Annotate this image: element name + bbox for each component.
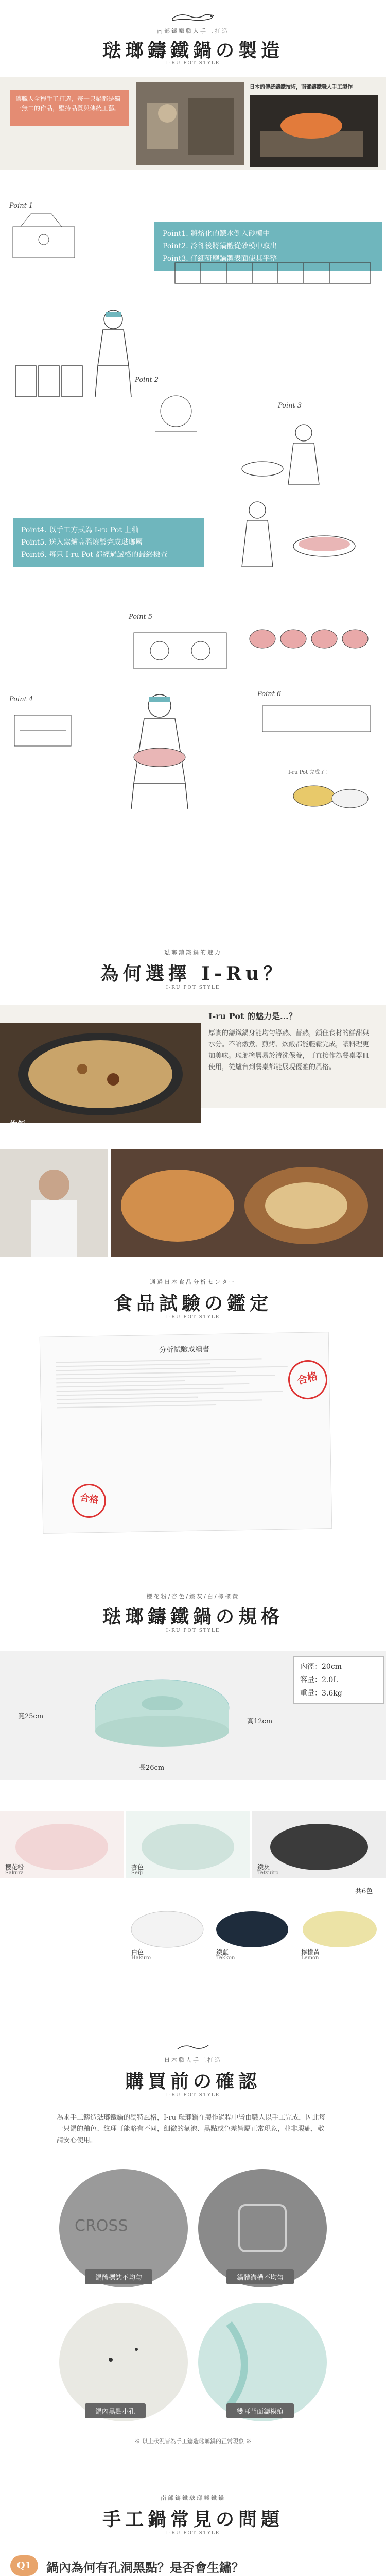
test-brand: 通過日本食品分析センター [150,1279,236,1285]
glazed-pots-illustration [242,608,371,665]
worker-illustration-2 [82,680,237,814]
spec-row: 內徑：20cm [300,1663,342,1671]
color-en-tekkon: Tekkon [216,1955,235,1961]
certificate-title: 分析試驗成績書 [159,1345,210,1354]
rice-pot-photo [0,1023,201,1123]
spec-subtitle: I-RU POT STYLE [166,1628,220,1633]
color-en-tetsuiro: Tetsuiro [257,1870,279,1876]
buy-subtitle: I-RU POT STYLE [166,2093,220,2098]
color-count: 共6色 [355,1888,373,1895]
color-name-tetsuiro: 鐵灰 [257,1863,270,1871]
faq-subtitle: I-RU POT STYLE [166,2531,220,2536]
page-title: 琺瑯鑄鐵鍋の製造 [102,40,284,61]
why-brand: 琺瑯鑄鐵鍋的魅力 [164,949,222,956]
cat-logo [170,11,216,23]
faq-badge-q1: Q1 [10,2555,38,2576]
factory-photo-1 [136,82,244,165]
faq-question-1: 鍋內為何有孔洞黑點？是否會生鏽？ [46,2560,244,2575]
faq-brand: 南部鑄鐵琺瑯鑄鐵鍋 [161,2495,225,2501]
point-3-label: Point 3 [278,402,302,410]
color-name-hakuro: 白色 [131,1948,144,1956]
point-6-note: I-ru Pot 完成了！ [288,770,330,775]
buy-title: 購買前の確認 [125,2071,261,2092]
check-label-1: 鍋體標誌不均勻 [85,2269,152,2284]
point-5-text: Point5. 送入窯爐高溫燒製完成琺瑯層 [21,538,143,547]
point-3-illustration [232,412,376,489]
rice-caption: 炊飯 [9,1120,26,1129]
intro-right-heading: 日本的傳統鑄鐵技術，南部鑄鐵職人手工製作 [250,84,353,90]
page-subtitle: I-RU POT STYLE [166,61,220,66]
color-en-sakura: Sakura [5,1870,24,1876]
finished-pots-illustration [288,773,371,814]
point-5-label: Point 5 [129,613,153,621]
color-en-hakuro: Hakuro [131,1955,151,1961]
intro-text: 讓職人全程手工打造，每一只鍋都是獨一無二的作品，堅持品質與傳統工藝。 [10,90,129,126]
point-4-label: Point 4 [9,696,33,703]
point-5-illustration [129,622,232,674]
point-6-illustration [257,701,376,737]
color-swatch-seiji [126,1811,250,1878]
point-1-text: Point1. 將熔化的鐵水倒入砂模中 [163,230,270,238]
width-label: 寬25cm [18,1713,44,1720]
point-2-text: Point2. 冷卻後將鍋體從砂模中取出 [163,242,277,250]
pass-stamp-2: 合格 [69,1481,109,1520]
point-2-illustration [135,385,222,437]
point-2-label: Point 2 [135,376,159,384]
point-3-text: Point3. 仔細研磨鍋體表面使其平整 [163,255,277,263]
check-label-3: 鍋內黑點小孔 [85,2403,146,2418]
point-4-illustration [206,495,376,572]
color-name-tekkon: 鐵藍 [216,1948,229,1956]
color-name-seiji: 杏色 [131,1863,144,1871]
buy-brand: 日本職人手工打造 [164,2057,222,2063]
buy-footnote: ※ 以上狀況皆為手工鑄造琺瑯鍋的正常現象 ※ [134,2438,252,2445]
height-label: 高12cm [247,1718,273,1725]
why-subtitle: I-RU POT STYLE [166,985,220,990]
spec-table [293,1656,384,1704]
spec-title: 琺瑯鑄鐵鍋の規格 [102,1606,284,1628]
color-name-sakura: 櫻花粉 [5,1863,24,1871]
spec-brand: 櫻花粉/杏色/鐵灰/白/檸檬黃 [146,1593,240,1600]
spec-row: 容量：2.0L [300,1676,338,1684]
point-1-label: Point 1 [9,202,33,210]
mold-line-illustration [170,242,376,304]
point-1-illustration [10,211,77,263]
svg-text:CROSS: CROSS [75,2217,128,2235]
test-subtitle: I-RU POT STYLE [166,1315,220,1320]
color-name-lemon: 檸檬黃 [301,1948,320,1956]
chef-photo [0,1149,108,1257]
dishes-photo [111,1149,383,1257]
pass-stamp-1: 合格 [284,1355,331,1403]
check-label-2: 鍋體溝槽不均勻 [226,2269,294,2284]
worker-illustration-1 [10,289,165,402]
why-title: 為何選擇 I-Ru？ [100,963,286,985]
length-label: 長26cm [139,1764,165,1772]
color-swatch-tetsuiro [252,1811,386,1878]
point-4-text: Point4. 以手工方式為 I-ru Pot 上釉 [21,526,139,534]
check-label-4: 雙耳背面鑄模痕 [226,2403,294,2418]
points-4-6-box [13,518,204,567]
buy-body: 為求手工鑄造琺瑯鐵鍋的獨特風格，I-ru 琺瑯鍋在製作過程中皆由職人以手工完成，因此每一只鍋的釉色、紋理可能略有不同，細微的氣泡、黑點或色差皆屬正常現象，並非瑕疵，敬請安心使用。 [57,2114,326,2144]
faq-title: 手工鍋常見の問題 [102,2509,284,2530]
point-6-text: Point6. 每只 I-ru Pot 都經過嚴格的最終檢查 [21,551,168,559]
cat-logo-2 [175,2043,211,2053]
point-6-label: Point 6 [257,690,282,698]
color-en-lemon: Lemon [301,1955,319,1961]
factory-photo-2 [250,95,378,167]
point-4-small-illustration [9,705,76,751]
spec-row: 重量：3.6kg [300,1689,342,1698]
pot-spec-illustration [77,1667,247,1759]
why-body: 厚實的鑄鐵鍋身能均勻導熱、蓄熱，鎖住食材的鮮甜與水分。不論燉煮、煎烤、炊飯都能輕鬆完成，讓料理更加美味。琺瑯塗層易於清洗保養，可直接作為餐桌器皿使用，從爐台到餐桌都能展現優雅的風格。 [208,1029,370,1071]
header-brand: 南部鑄鐵職人手工打造 [157,28,229,35]
why-question: I-ru Pot 的魅力是...？ [208,1011,297,1021]
color-en-seiji: Seiji [131,1870,143,1876]
test-title: 食品試驗の鑑定 [113,1293,272,1314]
